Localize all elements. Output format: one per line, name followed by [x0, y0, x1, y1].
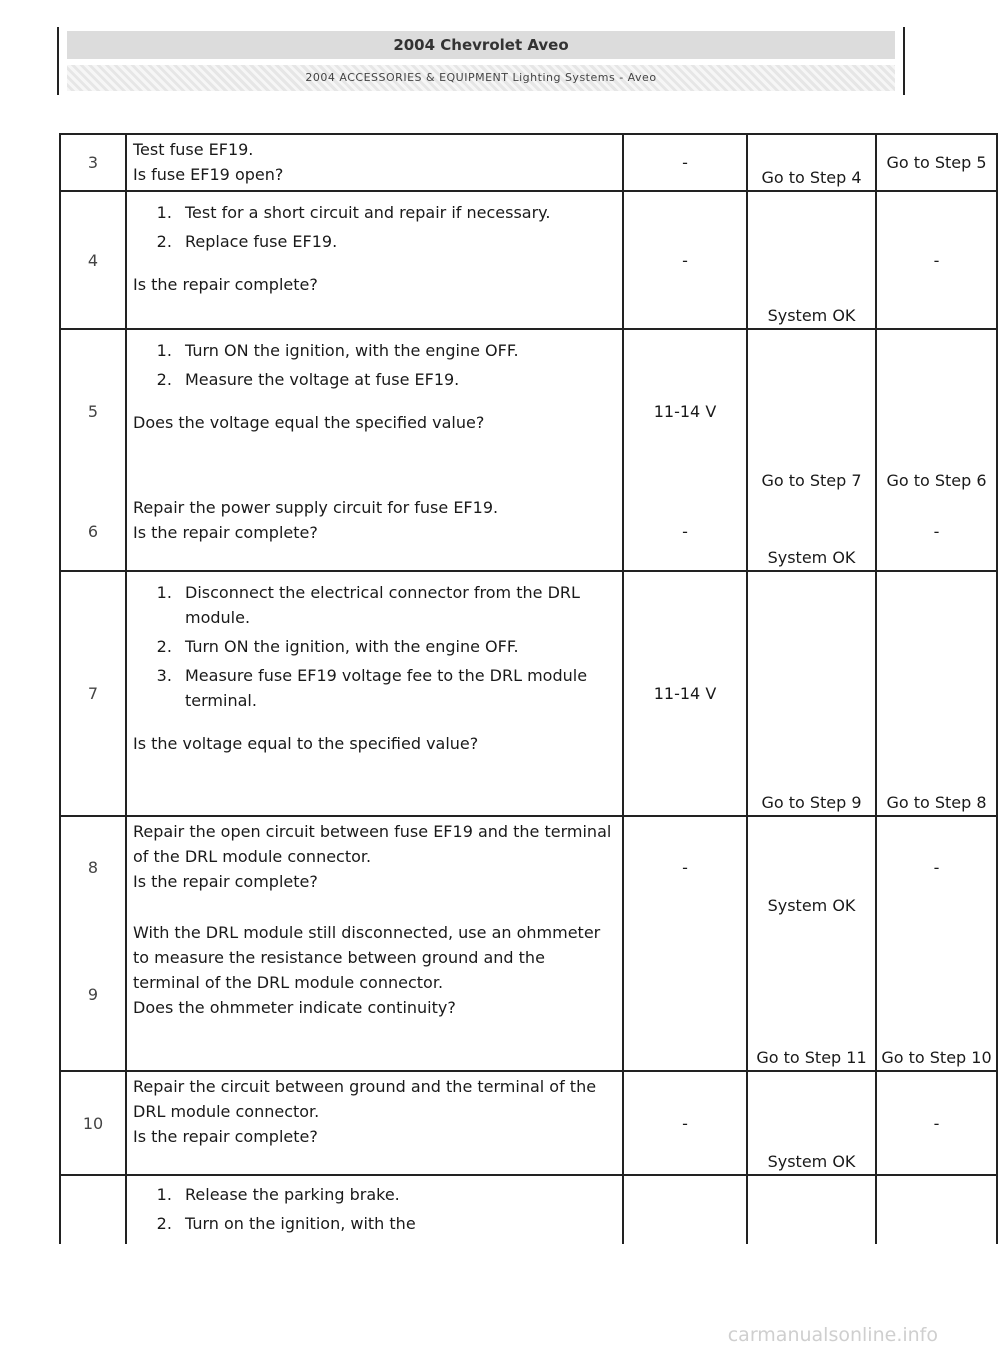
step-number: 10: [60, 1071, 126, 1175]
table-row: [60, 493, 997, 571]
list-item: 2. Replace fuse EF19.: [177, 229, 616, 254]
list-item: 1. Disconnect the electrical connector from the DRL module.: [177, 580, 616, 630]
step-number: 6: [60, 493, 126, 571]
table-row: [60, 329, 997, 493]
no-cell: -: [876, 191, 997, 329]
step-number: 4: [60, 191, 126, 329]
document-subtitle: 2004 ACCESSORIES & EQUIPMENT Lighting Systems - Aveo: [67, 65, 895, 91]
step-action: [126, 1071, 623, 1175]
action-text: Repair the circuit between ground and the terminal of the DRL module connector.: [133, 1077, 597, 1121]
value-cell: [623, 918, 747, 1071]
action-list: [133, 338, 616, 392]
yes-cell: [747, 1175, 876, 1244]
value-cell: -: [623, 493, 747, 571]
no-cell: Go to Step 6: [876, 329, 997, 493]
step-action: [126, 493, 623, 571]
no-cell: -: [876, 1071, 997, 1175]
step-action: [126, 191, 623, 329]
yes-cell: System OK: [747, 816, 876, 918]
value-cell: -: [623, 816, 747, 918]
list-item: 2. Turn ON the ignition, with the engine OFF.: [177, 634, 616, 659]
document-title: 2004 Chevrolet Aveo: [67, 31, 895, 59]
table-row: [60, 918, 997, 1071]
no-cell: [876, 1175, 997, 1244]
yes-cell: System OK: [747, 191, 876, 329]
step-action: [126, 134, 623, 191]
action-text: With the DRL module still disconnected, use an ohmmeter to measure the resistance between ground and the terminal of the DRL module connector.: [133, 923, 601, 992]
action-list: [133, 580, 616, 713]
question-text: Does the ohmmeter indicate continuity?: [133, 998, 456, 1017]
watermark: carmanualsonline.info: [727, 1324, 938, 1346]
no-cell: Go to Step 8: [876, 571, 997, 816]
table-row: [60, 816, 997, 918]
question-text: Is the repair complete?: [133, 275, 318, 294]
value-cell: -: [623, 191, 747, 329]
yes-cell: System OK: [747, 1071, 876, 1175]
step-number: 7: [60, 571, 126, 816]
yes-cell: Go to Step 9: [747, 571, 876, 816]
step-action: [126, 918, 623, 1071]
list-item: 1. Test for a short circuit and repair if necessary.: [177, 200, 616, 225]
step-number: 5: [60, 329, 126, 493]
step-action: [126, 816, 623, 918]
action-text: Repair the open circuit between fuse EF19 and the terminal of the DRL module connector.: [133, 822, 612, 866]
value-cell: 11-14 V: [623, 329, 747, 493]
value-cell: -: [623, 1071, 747, 1175]
step-number: 8: [60, 816, 126, 918]
list-item: 2. Turn on the ignition, with the: [177, 1211, 616, 1236]
action-text: Repair the power supply circuit for fuse EF19.: [133, 498, 499, 517]
question-text: Is the repair complete?: [133, 523, 318, 542]
page-header: [57, 27, 905, 95]
list-item: 3. Measure fuse EF19 voltage fee to the DRL module terminal.: [177, 663, 616, 713]
table-row: [60, 191, 997, 329]
table-row: [60, 134, 997, 191]
question-text: Does the voltage equal the specified value?: [133, 413, 485, 432]
yes-cell: System OK: [747, 493, 876, 571]
list-item: 1. Release the parking brake.: [177, 1182, 616, 1207]
value-cell: 11-14 V: [623, 571, 747, 816]
question-text: Is fuse EF19 open?: [133, 165, 284, 184]
step-number: [60, 1175, 126, 1244]
action-text: Test fuse EF19.: [133, 140, 254, 159]
step-action: [126, 571, 623, 816]
step-action: [126, 1175, 623, 1244]
no-cell: Go to Step 5: [876, 134, 997, 191]
action-list: [133, 1182, 616, 1236]
yes-cell: Go to Step 11: [747, 918, 876, 1071]
table-row: [60, 571, 997, 816]
table-row: [60, 1071, 997, 1175]
action-list: [133, 200, 616, 254]
diagnostic-table: [59, 133, 998, 1244]
no-cell: Go to Step 10: [876, 918, 997, 1071]
question-text: Is the repair complete?: [133, 872, 318, 891]
step-action: [126, 329, 623, 493]
no-cell: -: [876, 493, 997, 571]
table-row: [60, 1175, 997, 1244]
step-number: 9: [60, 918, 126, 1071]
question-text: Is the voltage equal to the specified value?: [133, 734, 479, 753]
no-cell: -: [876, 816, 997, 918]
yes-cell: Go to Step 7: [747, 329, 876, 493]
list-item: 1. Turn ON the ignition, with the engine OFF.: [177, 338, 616, 363]
yes-cell: Go to Step 4: [747, 134, 876, 191]
value-cell: [623, 1175, 747, 1244]
step-number: 3: [60, 134, 126, 191]
question-text: Is the repair complete?: [133, 1127, 318, 1146]
list-item: 2. Measure the voltage at fuse EF19.: [177, 367, 616, 392]
value-cell: -: [623, 134, 747, 191]
